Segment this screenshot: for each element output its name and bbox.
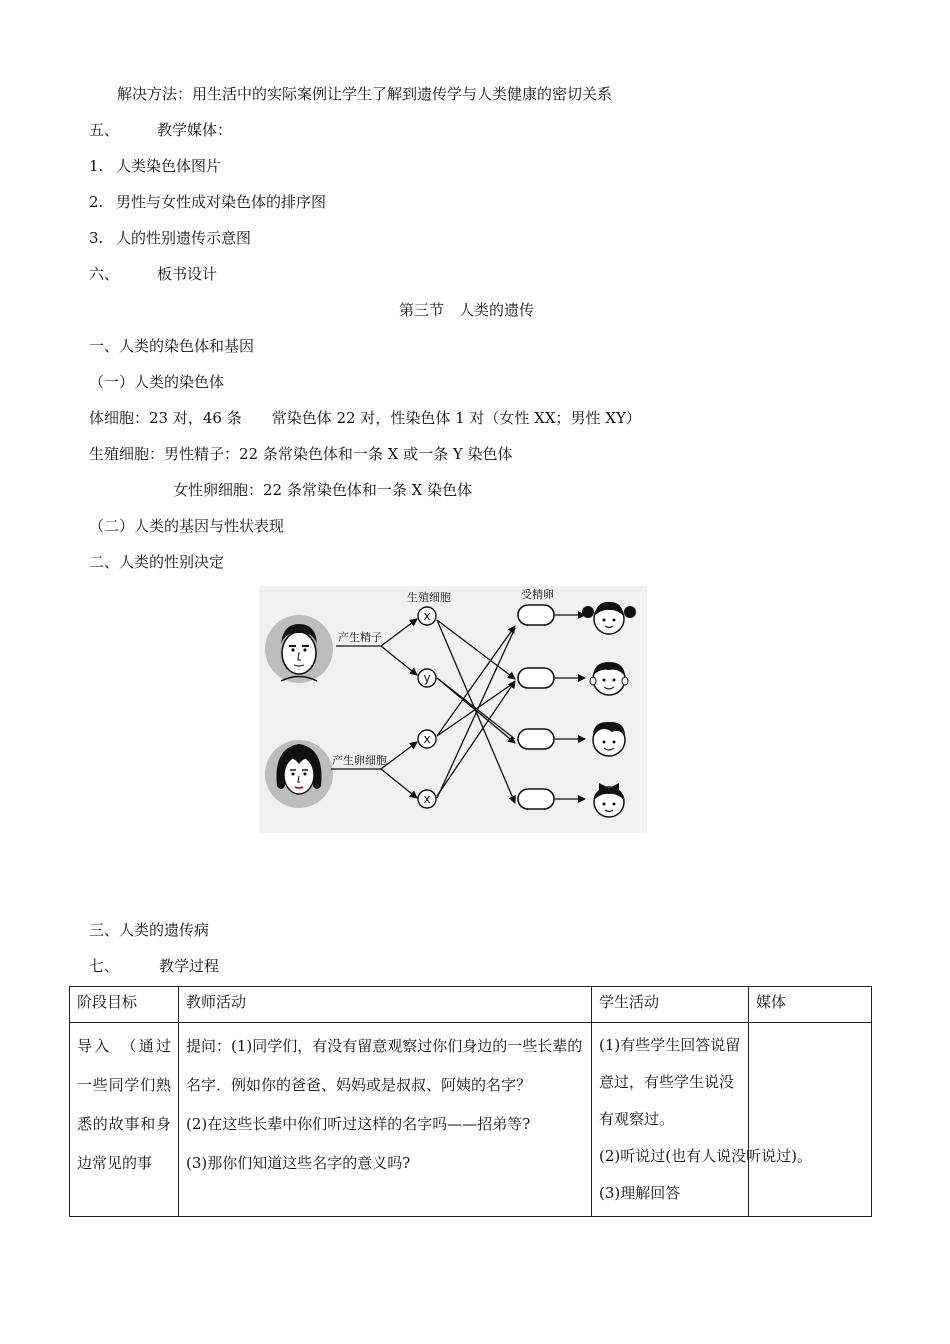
teacher-question-3: (3)那你们知道这些名字的意义吗? (186, 1154, 411, 1172)
teacher-activity-cell (179, 1023, 592, 1217)
label-fertilized-egg: 受精卵 (521, 588, 554, 601)
media-item-2 (89, 192, 326, 212)
sex-determination-diagram (259, 586, 647, 833)
media-item-text: 男性与女性成对染色体的排序图 (116, 193, 327, 211)
media-item-number: 1. (89, 157, 104, 175)
board-heading (89, 264, 217, 284)
media-heading (89, 120, 232, 140)
media-heading-text: 教学媒体： (157, 121, 233, 139)
zygote-capsule-2 (518, 668, 554, 688)
board-heading-number: 六、 (89, 265, 120, 283)
process-heading-number: 七、 (89, 957, 120, 975)
cell-label: y (423, 671, 431, 685)
media-cell (749, 1023, 871, 1216)
board-h1-1: （一）人类的染色体 (89, 373, 225, 391)
germ-cell-female-text: 女性卵细胞：22 条常染色体和一条 X 染色体 (173, 481, 473, 499)
media-item-number: 3. (89, 229, 104, 247)
header-media: 媒体 (749, 987, 872, 1023)
board-heading-text: 板书设计 (157, 265, 218, 283)
solution-text: 解决方法：用生活中的实际案例让学生了解到遗传学与人类健康的密切关系 (117, 85, 613, 103)
germ-cell-x-egg-1 (418, 730, 436, 748)
header-teacher-activity: 教师活动 (179, 987, 592, 1023)
father-face-icon (265, 615, 333, 683)
media-item-text: 人的性别遗传示意图 (116, 229, 252, 247)
zygote-capsule-3 (518, 729, 554, 749)
germ-cell-y-sperm (418, 669, 436, 687)
cell-label: x (423, 609, 431, 623)
media-item-number: 2. (89, 193, 104, 211)
student-activity-cell (592, 1023, 872, 1217)
somatic-cell-text: 体细胞：23 对，46 条 常染色体 22 对，性染色体 1 对（女性 XX；男性 XY） (89, 409, 641, 427)
process-heading-text: 教学过程 (159, 957, 220, 975)
teacher-question-2: (2)在这些长辈中你们听过这样的名字吗——招弟等? (186, 1115, 531, 1133)
stage-cell (70, 1023, 179, 1217)
label-produce-egg: 产生卵细胞 (332, 754, 387, 767)
teacher-question-1: 提问：(1)同学们，有没有留意观察过你们身边的一些长辈的名字．例如你的爸爸、妈妈或是叔叔、阿姨的名字？ (186, 1037, 583, 1094)
media-item-1 (89, 156, 221, 176)
boy-child-face-icon (593, 722, 625, 756)
process-heading (89, 956, 219, 976)
board-h2: 二、人类的性别决定 (89, 553, 225, 571)
media-item-3 (89, 228, 251, 248)
cell-label: x (423, 732, 431, 746)
board-h3: 三、人类的遗传病 (89, 921, 210, 939)
germ-cell-male-text: 生殖细胞：男性精子：22 条常染色体和一条 X 或一条 Y 染色体 (89, 445, 513, 463)
header-stage-goal: 阶段目标 (70, 987, 179, 1023)
girl-child-face-icon (582, 602, 636, 634)
table-row (70, 1023, 872, 1217)
student-response-3: (3)理解回答 (599, 1184, 681, 1202)
student-response-2: (2)听说过(也有人说没听说过)。 (599, 1147, 812, 1165)
germ-cell-x-egg-2 (418, 790, 436, 808)
table-header-row (70, 987, 872, 1023)
stage-text: 导入 （通过一些同学们熟悉的故事和身边常见的事 (77, 1037, 171, 1172)
board-h1: 一、人类的染色体和基因 (89, 337, 255, 355)
media-item-text: 人类染色体图片 (116, 157, 222, 175)
boy-child-face-icon (590, 662, 628, 695)
cell-label: x (423, 792, 431, 806)
label-germ-cells: 生殖细胞 (407, 591, 451, 604)
header-student-activity: 学生活动 (592, 987, 749, 1023)
section-title: 第三节 人类的遗传 (399, 301, 535, 319)
zygote-capsule-4 (518, 789, 554, 809)
teaching-process-table (69, 986, 872, 1217)
girl-child-face-icon (594, 783, 624, 817)
zygote-capsule-1 (518, 605, 554, 625)
mother-face-icon (265, 740, 333, 808)
board-h1-2: （二）人类的基因与性状表现 (89, 517, 285, 535)
germ-cell-x-sperm (418, 607, 436, 625)
media-heading-number: 五、 (89, 121, 120, 139)
student-response-1: (1)有些学生回答说留意过，有些学生说没有观察过。 (599, 1036, 741, 1128)
label-produce-sperm: 产生精子 (338, 631, 382, 644)
